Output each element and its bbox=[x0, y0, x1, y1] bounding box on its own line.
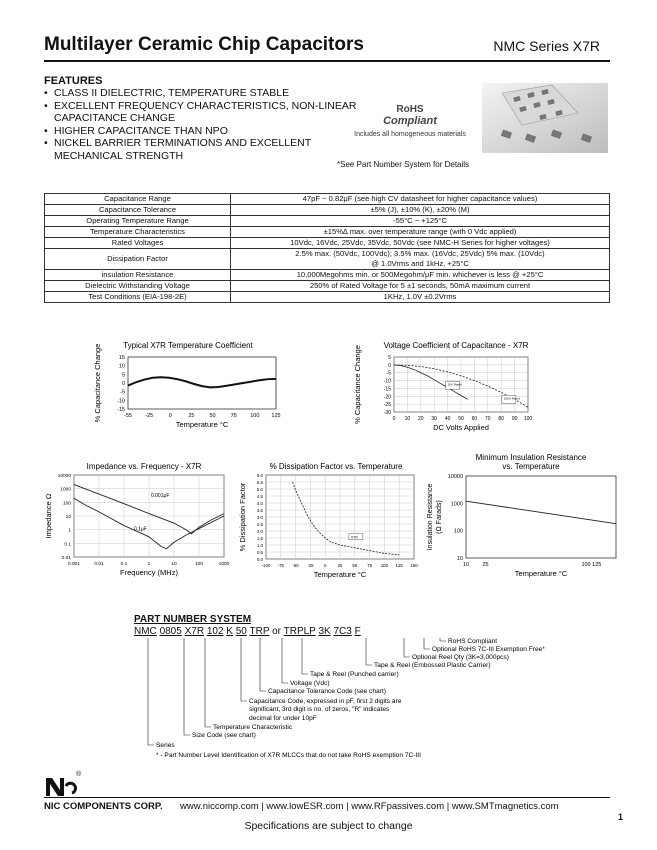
y-tick-label: -10 bbox=[383, 378, 391, 385]
x-axis-label: Temperature °C bbox=[175, 420, 229, 429]
rohs-line3: Includes all homogeneous materials bbox=[354, 131, 466, 138]
y-axis-label: Insulation Resistance bbox=[427, 483, 434, 551]
y-tick-label: 0.1 bbox=[64, 542, 71, 548]
x-tick-label: -75 bbox=[277, 563, 284, 568]
x-axis-label: Temperature °C bbox=[313, 570, 367, 579]
pn-segment: 0805 bbox=[159, 626, 182, 637]
features-heading: FEATURES bbox=[44, 75, 103, 87]
rohs-line2: Compliant bbox=[383, 115, 437, 127]
y-tick-label: 10000 bbox=[57, 474, 71, 479]
y-tick-label: 0.0 bbox=[256, 557, 263, 562]
x-tick-label: 25 bbox=[188, 413, 195, 419]
spec-row bbox=[45, 194, 610, 205]
feature-item: • CLASS II DIELECTRIC, TEMPERATURE STABLE bbox=[44, 87, 344, 100]
spec-value: ±15%∆ max. over temperature range (with 0 Vdc applied) bbox=[231, 227, 610, 238]
dissipation-chart bbox=[238, 460, 424, 584]
y-tick-label: 10000 bbox=[447, 474, 463, 480]
rohs-note: *See Part Number System for Details bbox=[337, 160, 470, 169]
chart-title: Typical X7R Temperature Coefficient bbox=[123, 341, 253, 350]
x-tick-label: 50 bbox=[458, 416, 464, 422]
x-tick-label: 90 bbox=[511, 416, 518, 422]
pn-description: Optional RoHS 7C-III Exemption Free* bbox=[432, 646, 545, 653]
spec-value: 47pF ~ 0.82μF (see high CV datasheet for higher capacitance values) bbox=[231, 194, 610, 205]
y-tick-label: 100 bbox=[62, 501, 71, 507]
y-tick-label: 5.5 bbox=[256, 480, 263, 485]
y-tick-label: -30 bbox=[383, 410, 391, 416]
chart-title: Impedance vs. Frequency - X7R bbox=[86, 462, 202, 471]
spec-value: 1KHz, 1.0V ±0.2Vrms bbox=[231, 292, 610, 303]
pn-description: RoHS Compliant bbox=[448, 638, 498, 645]
x-tick-label: -100 bbox=[261, 563, 271, 568]
spec-value: -55°C ~ +125°C bbox=[231, 216, 610, 227]
chart-title: % Dissipation Factor vs. Temperature bbox=[269, 462, 403, 471]
x-tick-label: 30 bbox=[431, 416, 437, 422]
nic-logo bbox=[44, 772, 74, 798]
x-tick-label: 150 bbox=[410, 563, 418, 568]
pn-description: Capacitance Tolerance Code (see chart) bbox=[268, 688, 386, 695]
y-tick-label: 1 bbox=[68, 528, 71, 534]
y-axis-label: % Capacitance Change bbox=[93, 343, 102, 423]
y-tick-label: -15 bbox=[117, 407, 125, 413]
part-number-leaders bbox=[134, 638, 545, 759]
pn-description: Tape & Reel (Embossed Plastic Carrier) bbox=[374, 662, 491, 669]
part-number-heading: PART NUMBER SYSTEM bbox=[134, 614, 252, 625]
page-number: 1 bbox=[618, 812, 624, 822]
pn-segment: F bbox=[354, 626, 361, 637]
feature-item: • NICKEL BARRIER TERMINATIONS AND EXCELLENT MECHANICAL STRENGTH bbox=[44, 137, 344, 162]
leader-line bbox=[440, 638, 446, 641]
footer-corp: NIC COMPONENTS CORP. bbox=[44, 801, 163, 812]
leader-line bbox=[184, 638, 190, 735]
y-tick-label: 5 bbox=[388, 355, 391, 361]
x-axis-label: DC Volts Applied bbox=[433, 423, 489, 432]
x-tick-label: 125 bbox=[271, 413, 281, 419]
y-tick-label: 10 bbox=[118, 363, 125, 370]
pn-segment: K bbox=[226, 626, 233, 637]
registered-mark: ® bbox=[76, 771, 82, 778]
spec-parameter: Capacitance Range bbox=[45, 194, 231, 205]
rohs-line1: RoHS bbox=[396, 104, 424, 115]
y-tick-label: 10 bbox=[456, 556, 463, 562]
plot-area bbox=[466, 476, 616, 558]
spec-parameter: Capacitance Tolerance bbox=[45, 205, 231, 216]
spec-parameter: Dissipation Factor bbox=[45, 249, 231, 270]
spec-row bbox=[45, 249, 610, 270]
chart-title: Voltage Coefficient of Capacitance - X7R bbox=[383, 341, 529, 350]
spec-parameter: insulation Resistance bbox=[45, 270, 231, 281]
x-tick-label: 10 bbox=[171, 562, 177, 567]
pn-segment: 50 bbox=[235, 626, 247, 637]
x-tick-label: 100 bbox=[194, 562, 204, 567]
leader-line bbox=[302, 638, 308, 674]
spec-row bbox=[45, 216, 610, 227]
leader-line bbox=[148, 638, 154, 745]
x-tick-label: 40 bbox=[444, 416, 451, 422]
y-axis-label: Impedance Ω bbox=[44, 493, 53, 539]
pn-description: significant, 3rd digit is no. of zeros, "R" indicates bbox=[249, 706, 390, 713]
pn-segment: 7C3 bbox=[333, 626, 352, 637]
spec-parameter: Rated Voltages bbox=[45, 238, 231, 249]
legend-label: X7R bbox=[350, 535, 358, 540]
y-axis-label: (Ω Farads) bbox=[436, 500, 443, 534]
leader-line bbox=[282, 638, 288, 683]
x-tick-label: 70 bbox=[485, 416, 491, 422]
y-tick-label: 1000 bbox=[450, 501, 463, 508]
footer-divider bbox=[44, 797, 610, 798]
spec-value: ±5% (J), ±10% (K), ±20% (M) bbox=[231, 205, 610, 216]
pn-description: Series bbox=[156, 742, 175, 749]
x-tick-label: 100 bbox=[523, 416, 533, 422]
x-tick-label: 10 bbox=[404, 416, 411, 422]
footer-note: Specifications are subject to change bbox=[244, 820, 413, 832]
x-tick-label: 80 bbox=[498, 416, 504, 422]
header-divider bbox=[44, 60, 610, 62]
chart-title: Minimum Insulation Resistance bbox=[475, 453, 587, 462]
spec-parameter: Dielectric Withstanding Voltage bbox=[45, 281, 231, 292]
spec-row bbox=[45, 205, 610, 216]
y-tick-label: -5 bbox=[386, 370, 391, 377]
x-axis-label: Frequency (MHz) bbox=[120, 568, 178, 577]
x-tick-label: 100 bbox=[250, 413, 260, 419]
spec-row bbox=[45, 281, 610, 292]
x-tick-label: 1000 bbox=[218, 562, 230, 567]
product-photo bbox=[482, 83, 608, 153]
x-tick-label: 25 bbox=[482, 562, 489, 568]
spec-value: 250% of Rated Voltage for 5 ±1 seconds, 50mA maximum current bbox=[231, 281, 610, 292]
y-tick-label: 10 bbox=[65, 515, 71, 520]
pn-description: decimal for under 10pF bbox=[249, 715, 317, 722]
y-tick-label: 15 bbox=[118, 355, 125, 361]
part-number-example bbox=[134, 626, 361, 637]
legend-label: 100V Rated bbox=[503, 396, 520, 401]
impedance-chart bbox=[44, 460, 234, 584]
pn-segment: TRPLP bbox=[283, 626, 316, 637]
x-tick-label: 1 bbox=[147, 562, 151, 567]
pn-or: or bbox=[272, 626, 281, 637]
leader-line bbox=[366, 638, 372, 665]
y-tick-label: -20 bbox=[383, 394, 391, 401]
pn-footnote: * - Part Number Level Identification of X7R MLCCs that do not take RoHS exemption 7C-III bbox=[156, 752, 421, 759]
y-tick-label: 0.01 bbox=[61, 556, 71, 561]
y-tick-label: -15 bbox=[383, 386, 391, 393]
x-tick-label: 0.1 bbox=[120, 562, 128, 567]
spec-value: 10Vdc, 16Vdc, 25Vdc, 35Vdc, 50Vdc (see NMC-H Series for higher voltages) bbox=[231, 238, 610, 249]
pn-description: Voltage (Vdc) bbox=[290, 680, 330, 687]
x-tick-label: 50 bbox=[352, 563, 358, 568]
x-tick-label: 10 bbox=[462, 562, 470, 568]
y-tick-label: 1.0 bbox=[256, 543, 263, 548]
pn-segment: X7R bbox=[184, 626, 205, 637]
y-tick-label: 2.5 bbox=[256, 522, 263, 527]
leader-line bbox=[241, 638, 247, 701]
pn-description: Size Code (see chart) bbox=[192, 732, 256, 739]
series-label: 0.1μF bbox=[133, 526, 147, 533]
y-tick-label: 4.0 bbox=[256, 501, 263, 506]
y-tick-label: 0.5 bbox=[256, 550, 263, 555]
spec-parameter: Operating Temperature Range bbox=[45, 216, 231, 227]
leader-line bbox=[205, 638, 211, 727]
x-tick-label: 25 bbox=[337, 563, 343, 568]
spec-row bbox=[45, 238, 610, 249]
y-tick-label: 5 bbox=[121, 372, 125, 379]
y-tick-label: 1000 bbox=[60, 487, 71, 493]
x-tick-label: 20 bbox=[418, 416, 424, 422]
x-tick-label: 0 bbox=[323, 563, 327, 568]
x-axis-label: Temperature °C bbox=[514, 569, 568, 578]
pn-description: Temperature Characteristic bbox=[213, 724, 293, 731]
series-label: NMC Series X7R bbox=[493, 38, 600, 54]
spec-table bbox=[44, 193, 610, 303]
insulation-chart bbox=[424, 452, 614, 584]
y-tick-label: 4.5 bbox=[256, 494, 263, 499]
y-tick-label: 0 bbox=[388, 362, 391, 369]
voltage-coefficient-chart bbox=[352, 340, 552, 440]
x-tick-label: 100 bbox=[380, 563, 389, 568]
x-tick-label: -25 bbox=[307, 563, 314, 568]
pn-segment: TRP bbox=[249, 626, 270, 637]
spec-row bbox=[45, 270, 610, 281]
legend-label: 10V Rated bbox=[447, 382, 462, 387]
footer-links[interactable]: www.niccomp.com | www.lowESR.com | www.RFpassives.com | www.SMTmagnetics.com bbox=[180, 801, 559, 812]
x-tick-label: 75 bbox=[230, 413, 237, 419]
leader-line bbox=[260, 638, 266, 691]
pn-description: Capacitance Code, expressed in pF, first 2 digits are bbox=[249, 698, 402, 705]
x-tick-label: 0 bbox=[392, 416, 396, 422]
x-tick-label: 0.01 bbox=[94, 562, 104, 567]
spec-row bbox=[45, 292, 610, 303]
x-tick-label: 50 bbox=[209, 413, 216, 419]
y-axis-label: % Dissipation Factor bbox=[238, 482, 247, 552]
page-title: Multilayer Ceramic Chip Capacitors bbox=[44, 34, 364, 55]
spec-value: 2.5% max. (50Vdc, 100Vdc); 3.5% max. (16Vdc, 25Vdc) 5% max. (10Vdc) @ 1.0Vrms and 1kHz, +25°C bbox=[231, 249, 610, 270]
pn-description: Tape & Reel (Punched carrier) bbox=[310, 671, 399, 678]
x-tick-label: 0 bbox=[168, 413, 172, 419]
x-tick-label: -25 bbox=[145, 413, 154, 419]
leader-line bbox=[424, 638, 430, 649]
y-axis-label: % Capacitance Change bbox=[353, 345, 362, 424]
pn-description: Optional Reel Qty (3K=3,000pcs) bbox=[412, 654, 509, 661]
y-tick-label: 1.5 bbox=[256, 536, 263, 541]
y-tick-label: 0 bbox=[121, 381, 125, 387]
rohs-badge bbox=[340, 104, 480, 138]
chart-title-2: vs. Temperature bbox=[502, 462, 560, 471]
x-tick-label: 75 bbox=[367, 563, 373, 568]
spec-row bbox=[45, 227, 610, 238]
pn-segment: 3K bbox=[318, 626, 331, 637]
spec-value: 10,000Megohms min. or 500Megohm/μF min. whichever is less @ +25°C bbox=[231, 270, 610, 281]
pn-segment: 102 bbox=[206, 626, 224, 637]
y-tick-label: 2.0 bbox=[256, 529, 263, 534]
series-label: 0.001μF bbox=[150, 492, 170, 499]
x-tick-label: 125 bbox=[395, 563, 403, 568]
spec-parameter: Temperature Characteristics bbox=[45, 227, 231, 238]
x-tick-label: -50 bbox=[292, 563, 299, 568]
y-tick-label: 5.0 bbox=[256, 487, 263, 492]
pn-segment: NMC bbox=[134, 626, 157, 637]
features-list bbox=[44, 87, 357, 162]
y-tick-label: 100 bbox=[453, 528, 463, 535]
x-tick-label: 100 125 bbox=[581, 562, 602, 568]
feature-item: • EXCELLENT FREQUENCY CHARACTERISTICS, NON-LINEAR CAPACITANCE CHANGE bbox=[44, 100, 364, 125]
y-tick-label: 6.0 bbox=[256, 473, 263, 478]
y-tick-label: 3.5 bbox=[256, 508, 263, 513]
y-tick-label: -25 bbox=[383, 402, 391, 409]
plot-area bbox=[128, 357, 276, 409]
y-tick-label: -5 bbox=[120, 389, 125, 396]
leader-line bbox=[404, 638, 410, 657]
x-tick-label: 60 bbox=[471, 416, 478, 422]
x-tick-label: -55 bbox=[124, 413, 132, 419]
x-tick-label: 0.001 bbox=[67, 562, 81, 567]
y-tick-label: 3.0 bbox=[256, 515, 263, 520]
spec-parameter: Test Conditions (EIA-198-2E) bbox=[45, 292, 231, 303]
feature-item: • HIGHER CAPACITANCE THAN NPO bbox=[44, 125, 344, 138]
temp-coefficient-chart bbox=[92, 340, 302, 440]
y-tick-label: -10 bbox=[117, 398, 125, 405]
